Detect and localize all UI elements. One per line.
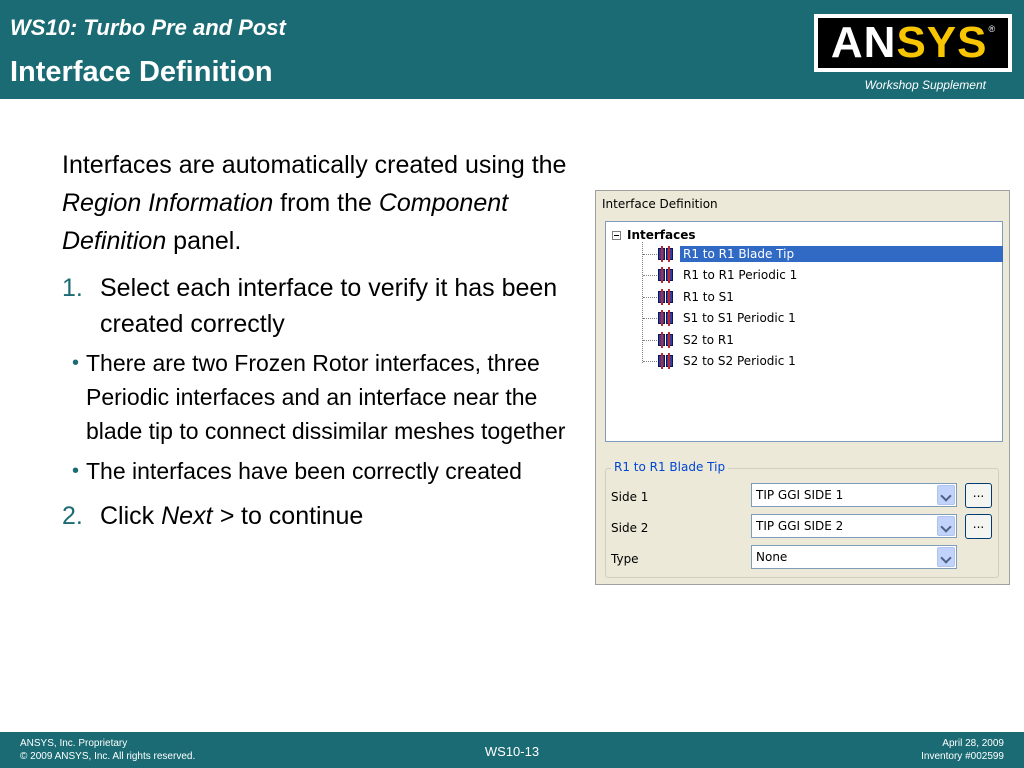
type-value: None <box>756 550 788 564</box>
tree-item-r1-r1-blade-tip[interactable] <box>643 244 1003 264</box>
intro-emphasis: Component Definition <box>62 189 509 255</box>
intro-text <box>62 146 592 260</box>
tree-root-label: Interfaces <box>627 228 696 242</box>
logo-registered-mark: ® <box>988 24 996 34</box>
tree-item-s1-s1-periodic-1[interactable] <box>643 308 1003 328</box>
chevron-down-icon[interactable] <box>937 547 955 567</box>
step-1 <box>62 270 592 342</box>
side-1-value: TIP GGI SIDE 1 <box>756 488 844 502</box>
step-number: 1. <box>62 274 83 302</box>
tree-item-label: S2 to S2 Periodic 1 <box>683 354 796 368</box>
interface-icon <box>657 353 674 369</box>
step-text-part: Click <box>100 502 162 530</box>
logo-text-left: AN <box>830 18 897 67</box>
side-2-browse-button[interactable]: ... <box>965 514 992 539</box>
type-label: Type <box>611 552 639 566</box>
header-banner <box>0 0 1024 99</box>
interfaces-tree[interactable] <box>605 221 1003 442</box>
footer-right <box>921 737 1004 763</box>
intro-emphasis: Region Information <box>62 189 274 217</box>
step-2 <box>62 498 592 534</box>
proprietary-notice: ANSYS, Inc. Proprietary <box>20 738 128 749</box>
tree-item-label: S2 to R1 <box>683 333 734 347</box>
panel-title: Interface Definition <box>602 197 718 211</box>
intro-part: Interfaces are automatically created using the <box>62 151 567 179</box>
bullet-text: The interfaces have been correctly created <box>86 458 522 484</box>
chevron-down-icon[interactable] <box>937 485 955 505</box>
step-emphasis: Next > <box>161 502 235 530</box>
step-text-part: to continue <box>234 502 364 530</box>
footer-date: April 28, 2009 <box>942 738 1004 749</box>
slide-number: WS10-13 <box>484 744 540 759</box>
tree-item-label: R1 to R1 Periodic 1 <box>683 268 798 282</box>
bullet-item <box>62 454 592 488</box>
intro-part: from the <box>273 189 379 217</box>
side-2-value: TIP GGI SIDE 2 <box>756 519 844 533</box>
interface-icon <box>657 246 674 262</box>
chevron-down-icon[interactable] <box>937 516 955 536</box>
side-2-select[interactable] <box>751 514 957 538</box>
workshop-supplement: Workshop Supplement <box>864 78 986 92</box>
tree-item-label: R1 to S1 <box>683 290 734 304</box>
tree-item-s2-r1[interactable] <box>643 330 1003 350</box>
slide-content <box>62 146 592 534</box>
copyright-notice: © 2009 ANSYS, Inc. All rights reserved. <box>20 751 196 762</box>
tree-item-label: S1 to S1 Periodic 1 <box>683 311 796 325</box>
ansys-logo <box>814 14 1012 72</box>
step-number: 2. <box>62 502 83 530</box>
page-title: Interface Definition <box>10 56 273 88</box>
interface-icon <box>657 332 674 348</box>
interface-icon <box>657 267 674 283</box>
side-1-label: Side 1 <box>611 490 649 504</box>
bullet-text: There are two Frozen Rotor interfaces, three Periodic interfaces and an interface near the blade tip to connect dissimilar meshes together <box>86 350 566 444</box>
side-2-label: Side 2 <box>611 521 649 535</box>
interface-icon <box>657 289 674 305</box>
side-1-select[interactable] <box>751 483 957 507</box>
tree-item-r1-r1-periodic-1[interactable] <box>643 265 1003 285</box>
intro-part: panel. <box>166 227 242 255</box>
step-text <box>100 502 363 530</box>
step-text: Select each interface to verify it has been created correctly <box>100 274 558 338</box>
interface-definition-panel <box>595 190 1010 585</box>
group-title: R1 to R1 Blade Tip <box>611 460 728 474</box>
collapse-icon[interactable] <box>612 231 621 240</box>
course-title: WS10: Turbo Pre and Post <box>10 15 286 40</box>
inventory-number: Inventory #002599 <box>921 751 1004 762</box>
bullet-list <box>62 346 592 488</box>
bullet-item <box>62 346 592 448</box>
bullet-dot-icon: • <box>72 460 80 482</box>
type-select[interactable] <box>751 545 957 569</box>
tree-item-label: R1 to R1 Blade Tip <box>680 246 1003 262</box>
footer-banner <box>0 732 1024 768</box>
tree-item-r1-s1[interactable] <box>643 287 1003 307</box>
tree-root-interfaces[interactable] <box>612 227 696 243</box>
side-1-browse-button[interactable]: ... <box>965 483 992 508</box>
tree-item-s2-s2-periodic-1[interactable] <box>643 351 1003 371</box>
bullet-dot-icon: • <box>72 352 80 374</box>
interface-icon <box>657 310 674 326</box>
logo-text-right: SYS <box>896 18 988 67</box>
